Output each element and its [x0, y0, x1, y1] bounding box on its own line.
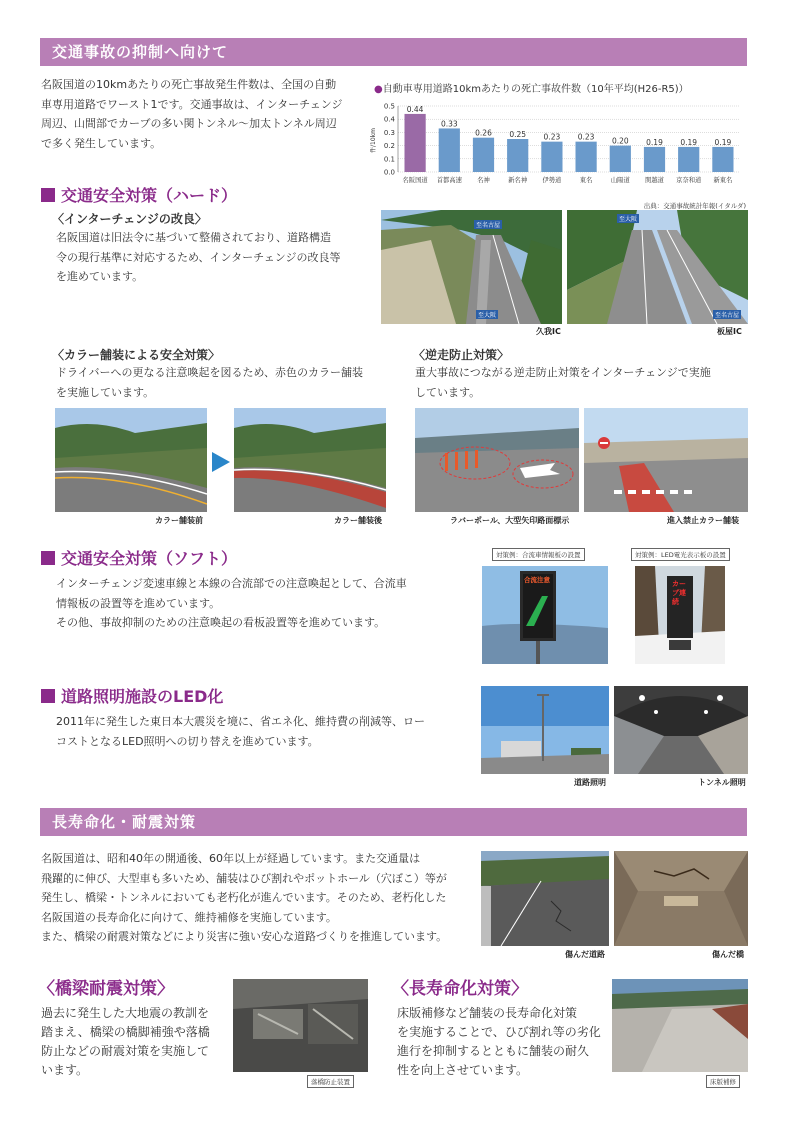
bar [644, 147, 665, 172]
bar-value-label: 0.44 [406, 104, 424, 114]
y-axis-label: 件/10km [370, 128, 377, 153]
chart-title: ●自動車専用道路10kmあたりの死亡事故件数（10年平均(H26-R5)） [374, 84, 689, 95]
photo-led-board [635, 566, 725, 664]
bar [439, 128, 460, 172]
tag-fall-prevention: 落橋防止装置 [307, 1075, 354, 1088]
photo-road-lighting [481, 686, 609, 774]
longevity-line: また、橋梁の耐震対策などにより災害に強い安心な道路づくりを推進しています。 [41, 930, 448, 943]
interchange-line: 名阪国道は旧法令に基づいて整備されており、道路構造 [56, 231, 331, 244]
bar-value-label: 0.19 [680, 137, 698, 147]
x-tick-label: 関越道 [645, 177, 664, 184]
bar [404, 114, 425, 172]
bar-value-label: 0.20 [611, 136, 629, 146]
photo-deck-repair [612, 979, 748, 1072]
life-line: 進行を抑制するとともに舗装の耐久 [397, 1044, 590, 1058]
section-banner-longevity: 長寿命化・耐震対策 [40, 808, 747, 836]
bar-value-label: 0.19 [714, 137, 732, 147]
tag-led-board: 対策例：LED電光表示板の設置 [631, 548, 730, 561]
longevity-line: 飛躍的に伸び、大型車も多いため、舗装はひび割れやポットホール（穴ぼこ）等が [41, 871, 447, 885]
interchange-line: を進めています。 [56, 270, 144, 283]
x-tick-label: 名神 [477, 177, 490, 184]
caption-damaged-bridge: 傷んだ橋 [712, 950, 744, 959]
caption-color-before: カラー舗装前 [155, 516, 203, 525]
longevity-measures-text [397, 1004, 617, 1080]
soft-measures-text [56, 574, 476, 633]
x-tick-label: 東名 [579, 177, 593, 184]
chart-source: 出典：交通事故統計年報(イタルダ) [643, 202, 746, 210]
photo-merge-info-board [482, 566, 608, 664]
bar [712, 147, 733, 172]
bar [473, 138, 494, 172]
bar-value-label: 0.26 [475, 128, 492, 138]
y-tick-label: 0.1 [383, 155, 395, 164]
soft-line: インターチェンジ変速車線と本線の合流部での注意喚起として、合流車 [56, 577, 407, 590]
y-tick-label: 0.2 [383, 142, 395, 151]
x-tick-label: 京奈和道 [676, 177, 702, 184]
heading-interchange: 〈インターチェンジの改良〉 [52, 212, 207, 226]
wrong-way-line: しています。 [415, 385, 481, 399]
life-line: 性を向上させています。 [397, 1063, 529, 1077]
tag-merge-info-board: 対策例：合流車情報板の設置 [492, 548, 585, 561]
heading-soft-measures: 交通安全対策（ソフト） [41, 546, 237, 569]
longevity-line: 名阪国道は、昭和40年の開通後、60年以上が経過しています。また交通量は [41, 852, 421, 865]
seismic-line: 防止などの耐震対策を実施して [41, 1044, 210, 1058]
bar-value-label: 0.33 [440, 119, 458, 129]
caption-no-entry-pavement: 進入禁止カラー舗装 [667, 516, 739, 525]
sign-to-nagoya: 至名古屋 [476, 222, 501, 229]
x-tick-label: 山陽道 [610, 177, 630, 184]
caption-color-after: カラー舗装後 [334, 516, 382, 525]
y-tick-label: 0.3 [383, 128, 395, 137]
heading-hard-measures: 交通安全対策（ハード） [41, 183, 237, 206]
longevity-text [41, 849, 481, 947]
photo-color-before [55, 408, 207, 512]
intro-line: 名阪国道の10kmあたりの死亡事故発生件数は、全国の自動 [41, 78, 337, 91]
led-text [56, 712, 476, 751]
sign-to-osaka: 至大阪 [619, 216, 638, 223]
sign-to-nagoya: 至名古屋 [715, 312, 740, 319]
photo-bridge-fall-prevention [233, 979, 368, 1072]
photo-tunnel-lighting [614, 686, 748, 774]
bar [678, 147, 699, 172]
led-line: コストとなるLED照明への切り替えを進めています。 [56, 734, 319, 748]
bar [575, 142, 596, 172]
seismic-line: 踏まえ、橋梁の橋脚補強や落橋 [41, 1025, 210, 1039]
seismic-line: います。 [41, 1063, 89, 1077]
led-sign-text: カーブ連続 [672, 580, 686, 606]
heading-longevity: 〈長寿命化対策〉 [392, 979, 528, 999]
photo-kuga-ic [381, 210, 562, 324]
color-pavement-text [56, 363, 396, 402]
bar [541, 142, 562, 172]
photo-color-after [234, 408, 386, 512]
x-tick-label: 伊勢道 [542, 177, 562, 184]
photo-damaged-road [481, 851, 609, 946]
bridge-seismic-text [41, 1004, 241, 1080]
interchange-text [56, 228, 376, 287]
soft-line: その他、事故抑制のための注意喚起の看板設置等を進めています。 [56, 616, 386, 629]
x-tick-label: 名阪国道 [402, 177, 428, 184]
caption-tunnel-lighting: トンネル照明 [698, 778, 746, 787]
tag-deck-repair: 床版補修 [706, 1075, 740, 1088]
sign-to-osaka: 至大阪 [478, 312, 497, 319]
y-tick-label: 0.0 [383, 168, 395, 177]
x-tick-label: 首都高速 [436, 177, 462, 184]
led-line: 2011年に発生した東日本大震災を境に、省エネ化、維持費の削減等、ロー [56, 715, 425, 728]
color-pavement-line: ドライバーへの更なる注意喚起を図るため、赤色のカラー舗装 [56, 366, 364, 379]
caption-kuga-ic: 久我IC [536, 327, 561, 336]
bar [507, 139, 528, 172]
y-tick-label: 0.5 [383, 102, 395, 111]
bar-value-label: 0.23 [577, 132, 595, 142]
bar-value-label: 0.19 [646, 137, 663, 147]
wrong-way-text [415, 363, 755, 402]
section-banner-accident: 交通事故の抑制へ向けて [40, 38, 747, 66]
intro-line: 周辺、山間部でカーブの多い関トンネル～加太トンネル周辺 [41, 117, 337, 130]
caption-damaged-road: 傷んだ道路 [565, 950, 605, 959]
longevity-line: 発生し、橋梁・トンネルにおいても老朽化が進んでいます。そのため、老朽化した [41, 891, 447, 904]
heading-led: 道路照明施設のLED化 [41, 684, 223, 707]
photo-no-entry-pavement [584, 408, 748, 512]
bar-value-label: 0.23 [543, 132, 561, 142]
bar-chart [370, 98, 748, 210]
caption-road-lighting: 道路照明 [574, 778, 606, 787]
merge-sign-text: 合流注意 [524, 576, 550, 584]
arrow-right-icon [212, 452, 230, 472]
bar [610, 146, 631, 172]
intro-paragraph [41, 75, 371, 153]
photo-rubber-pole [415, 408, 579, 512]
seismic-line: 過去に発生した大地震の教訓を [41, 1006, 210, 1020]
interchange-line: 令の現行基準に対応するため、インターチェンジの改良等 [56, 250, 341, 264]
life-line: 床版補修など舗装の長寿命化対策 [397, 1006, 578, 1020]
photo-itaya-ic [567, 210, 748, 324]
soft-line: 情報板の設置等を進めています。 [56, 596, 221, 610]
caption-rubber-pole: ラバーポール、大型矢印路面標示 [450, 516, 570, 525]
intro-line: で多く発生しています。 [41, 136, 162, 150]
caption-itaya-ic: 板屋IC [717, 327, 742, 336]
wrong-way-line: 重大事故につながる逆走防止対策をインターチェンジで実施 [415, 366, 711, 379]
photo-damaged-bridge [614, 851, 748, 946]
life-line: を実施することで、ひび割れ等の劣化 [397, 1025, 601, 1039]
y-tick-label: 0.4 [383, 115, 395, 124]
color-pavement-line: を実施しています。 [56, 385, 155, 399]
heading-color-pavement: 〈カラー舗装による安全対策〉 [52, 348, 221, 362]
bar-value-label: 0.25 [509, 130, 527, 139]
x-tick-label: 新名神 [508, 177, 528, 184]
heading-bridge-seismic: 〈橋梁耐震対策〉 [38, 979, 174, 999]
heading-wrong-way: 〈逆走防止対策〉 [413, 348, 510, 362]
x-tick-label: 新東名 [713, 177, 733, 184]
longevity-line: 名阪国道の長寿命化に向けて、維持補修を実施しています。 [41, 910, 337, 924]
intro-line: 車専用道路でワースト1です。交通事故は、インターチェンジ [41, 97, 343, 111]
